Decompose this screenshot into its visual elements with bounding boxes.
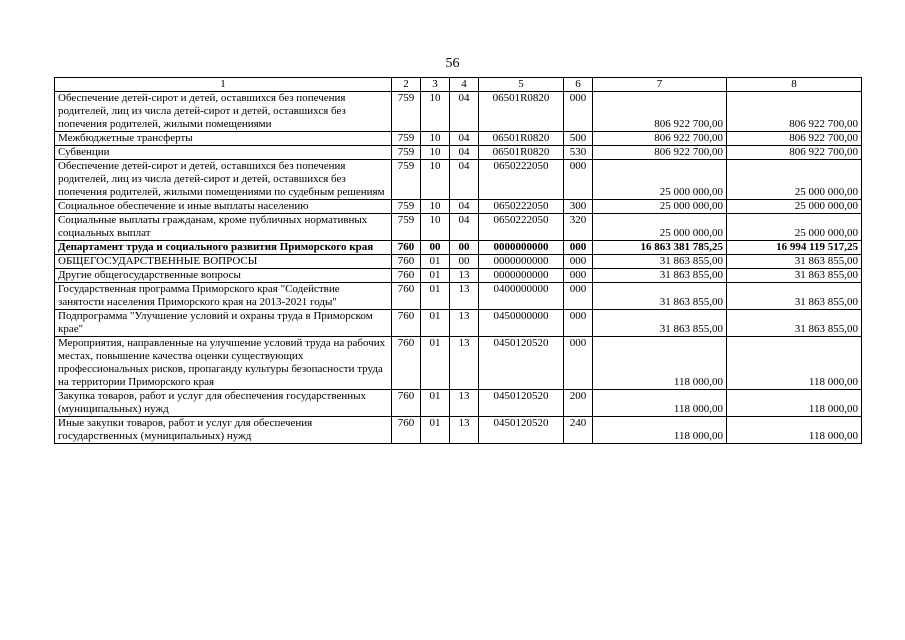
col-5-cell: 0450120520: [479, 337, 564, 390]
row-name-cell: ОБЩЕГОСУДАРСТВЕННЫЕ ВОПРОСЫ: [55, 255, 392, 269]
col-5-cell: 0000000000: [479, 241, 564, 255]
col-7-amount-cell: 118 000,00: [593, 337, 727, 390]
col-3-cell: 01: [421, 255, 450, 269]
row-name-cell: Закупка товаров, работ и услуг для обеспечения государственных (муниципальных) нужд: [55, 390, 392, 417]
col-8-amount-cell: 31 863 855,00: [727, 255, 862, 269]
row-name-cell: Мероприятия, направленные на улучшение условий труда на рабочих местах, повышение качества оценки существующих профессиональных рисков, пропаганду культуры безопасности труда на территории Приморского края: [55, 337, 392, 390]
col-4-cell: 13: [450, 337, 479, 390]
col-5-cell: 0000000000: [479, 255, 564, 269]
budget-table: [54, 77, 862, 444]
col-7-amount-cell: 25 000 000,00: [593, 160, 727, 200]
col-7-amount-cell: 31 863 855,00: [593, 310, 727, 337]
col-3-cell: 01: [421, 310, 450, 337]
col-4-cell: 00: [450, 241, 479, 255]
col-6-cell: 000: [564, 283, 593, 310]
col-4-cell: 13: [450, 417, 479, 444]
col-8-amount-cell: 31 863 855,00: [727, 283, 862, 310]
col-4-cell: 13: [450, 283, 479, 310]
col-8-amount-cell: 806 922 700,00: [727, 146, 862, 160]
col-6-cell: 000: [564, 255, 593, 269]
col-3-cell: 10: [421, 160, 450, 200]
col-2-cell: 760: [392, 241, 421, 255]
table-row: [55, 214, 862, 241]
col-3-cell: 10: [421, 200, 450, 214]
col-7-amount-cell: 806 922 700,00: [593, 146, 727, 160]
col-7-amount-cell: 16 863 381 785,25: [593, 241, 727, 255]
col-5-cell: 06501R0820: [479, 146, 564, 160]
col-4-cell: 13: [450, 310, 479, 337]
col-5-cell: 0450120520: [479, 417, 564, 444]
col-7-amount-cell: 806 922 700,00: [593, 92, 727, 132]
header-cell: 5: [479, 78, 564, 92]
row-name-cell: Субвенции: [55, 146, 392, 160]
col-5-cell: 0450000000: [479, 310, 564, 337]
col-6-cell: 240: [564, 417, 593, 444]
col-6-cell: 320: [564, 214, 593, 241]
col-6-cell: 300: [564, 200, 593, 214]
table-row: [55, 417, 862, 444]
col-3-cell: 01: [421, 337, 450, 390]
row-name-cell: Государственная программа Приморского края "Содействие занятости населения Приморского края на 2013-2021 годы": [55, 283, 392, 310]
header-cell: 4: [450, 78, 479, 92]
col-3-cell: 00: [421, 241, 450, 255]
col-7-amount-cell: 118 000,00: [593, 417, 727, 444]
table-row: [55, 132, 862, 146]
col-8-amount-cell: 31 863 855,00: [727, 310, 862, 337]
col-2-cell: 760: [392, 269, 421, 283]
col-4-cell: 04: [450, 146, 479, 160]
col-4-cell: 13: [450, 269, 479, 283]
col-6-cell: 000: [564, 160, 593, 200]
col-3-cell: 01: [421, 417, 450, 444]
col-6-cell: 500: [564, 132, 593, 146]
col-3-cell: 10: [421, 214, 450, 241]
col-2-cell: 760: [392, 310, 421, 337]
col-8-amount-cell: 25 000 000,00: [727, 214, 862, 241]
col-4-cell: 04: [450, 160, 479, 200]
col-8-amount-cell: 806 922 700,00: [727, 92, 862, 132]
table-row: [55, 146, 862, 160]
col-2-cell: 759: [392, 214, 421, 241]
col-8-amount-cell: 16 994 119 517,25: [727, 241, 862, 255]
header-cell: 7: [593, 78, 727, 92]
col-6-cell: 000: [564, 241, 593, 255]
row-name-cell: Межбюджетные трансферты: [55, 132, 392, 146]
col-8-amount-cell: 31 863 855,00: [727, 269, 862, 283]
col-2-cell: 760: [392, 390, 421, 417]
col-7-amount-cell: 118 000,00: [593, 390, 727, 417]
col-5-cell: 0650222050: [479, 200, 564, 214]
col-6-cell: 530: [564, 146, 593, 160]
col-4-cell: 00: [450, 255, 479, 269]
col-4-cell: 04: [450, 92, 479, 132]
table-row: [55, 390, 862, 417]
row-name-cell: Социальные выплаты гражданам, кроме публичных нормативных социальных выплат: [55, 214, 392, 241]
col-8-amount-cell: 118 000,00: [727, 417, 862, 444]
table-row: [55, 337, 862, 390]
col-5-cell: 06501R0820: [479, 132, 564, 146]
row-name-cell: Иные закупки товаров, работ и услуг для обеспечения государственных (муниципальных) нужд: [55, 417, 392, 444]
page-number: 56: [445, 56, 460, 71]
col-2-cell: 760: [392, 417, 421, 444]
col-2-cell: 759: [392, 132, 421, 146]
col-2-cell: 759: [392, 92, 421, 132]
col-8-amount-cell: 25 000 000,00: [727, 160, 862, 200]
col-2-cell: 759: [392, 146, 421, 160]
col-6-cell: 000: [564, 269, 593, 283]
col-2-cell: 759: [392, 200, 421, 214]
col-5-cell: 0650222050: [479, 160, 564, 200]
col-4-cell: 13: [450, 390, 479, 417]
col-7-amount-cell: 31 863 855,00: [593, 269, 727, 283]
row-name-cell: Подпрограмма "Улучшение условий и охраны труда в Приморском крае": [55, 310, 392, 337]
row-name-cell: Обеспечение детей-сирот и детей, оставшихся без попечения родителей, лиц из числа детей-сирот и детей, оставшихся без попечения родителей, жилыми помещениями по судебным решениям: [55, 160, 392, 200]
col-7-amount-cell: 25 000 000,00: [593, 200, 727, 214]
table-row: [55, 255, 862, 269]
header-row: [55, 78, 862, 92]
col-4-cell: 04: [450, 200, 479, 214]
col-3-cell: 01: [421, 390, 450, 417]
table-body: [55, 92, 862, 444]
col-2-cell: 760: [392, 255, 421, 269]
col-5-cell: 0650222050: [479, 214, 564, 241]
table-row: [55, 241, 862, 255]
table-row: [55, 200, 862, 214]
col-4-cell: 04: [450, 132, 479, 146]
col-5-cell: 0400000000: [479, 283, 564, 310]
col-6-cell: 000: [564, 310, 593, 337]
col-3-cell: 10: [421, 92, 450, 132]
table-row: [55, 92, 862, 132]
row-name-cell: Другие общегосударственные вопросы: [55, 269, 392, 283]
table-row: [55, 283, 862, 310]
col-5-cell: 06501R0820: [479, 92, 564, 132]
col-3-cell: 10: [421, 146, 450, 160]
col-3-cell: 01: [421, 269, 450, 283]
col-7-amount-cell: 31 863 855,00: [593, 283, 727, 310]
col-7-amount-cell: 806 922 700,00: [593, 132, 727, 146]
col-6-cell: 000: [564, 337, 593, 390]
col-7-amount-cell: 31 863 855,00: [593, 255, 727, 269]
col-7-amount-cell: 25 000 000,00: [593, 214, 727, 241]
col-8-amount-cell: 118 000,00: [727, 390, 862, 417]
header-cell: 3: [421, 78, 450, 92]
col-2-cell: 760: [392, 283, 421, 310]
col-8-amount-cell: 118 000,00: [727, 337, 862, 390]
row-name-cell: Социальное обеспечение и иные выплаты населению: [55, 200, 392, 214]
table-row: [55, 310, 862, 337]
col-5-cell: 0000000000: [479, 269, 564, 283]
col-2-cell: 759: [392, 160, 421, 200]
col-6-cell: 200: [564, 390, 593, 417]
col-3-cell: 01: [421, 283, 450, 310]
col-8-amount-cell: 806 922 700,00: [727, 132, 862, 146]
col-5-cell: 0450120520: [479, 390, 564, 417]
col-6-cell: 000: [564, 92, 593, 132]
table-row: [55, 160, 862, 200]
col-3-cell: 10: [421, 132, 450, 146]
row-name-cell: Департамент труда и социального развития Приморского края: [55, 241, 392, 255]
header-cell: 6: [564, 78, 593, 92]
header-cell: 8: [727, 78, 862, 92]
col-2-cell: 760: [392, 337, 421, 390]
col-4-cell: 04: [450, 214, 479, 241]
header-cell: 2: [392, 78, 421, 92]
header-cell: 1: [55, 78, 392, 92]
col-8-amount-cell: 25 000 000,00: [727, 200, 862, 214]
row-name-cell: Обеспечение детей-сирот и детей, оставшихся без попечения родителей, лиц из числа детей-сирот и детей, оставшихся без попечения родителей, жилыми помещениями: [55, 92, 392, 132]
table-row: [55, 269, 862, 283]
